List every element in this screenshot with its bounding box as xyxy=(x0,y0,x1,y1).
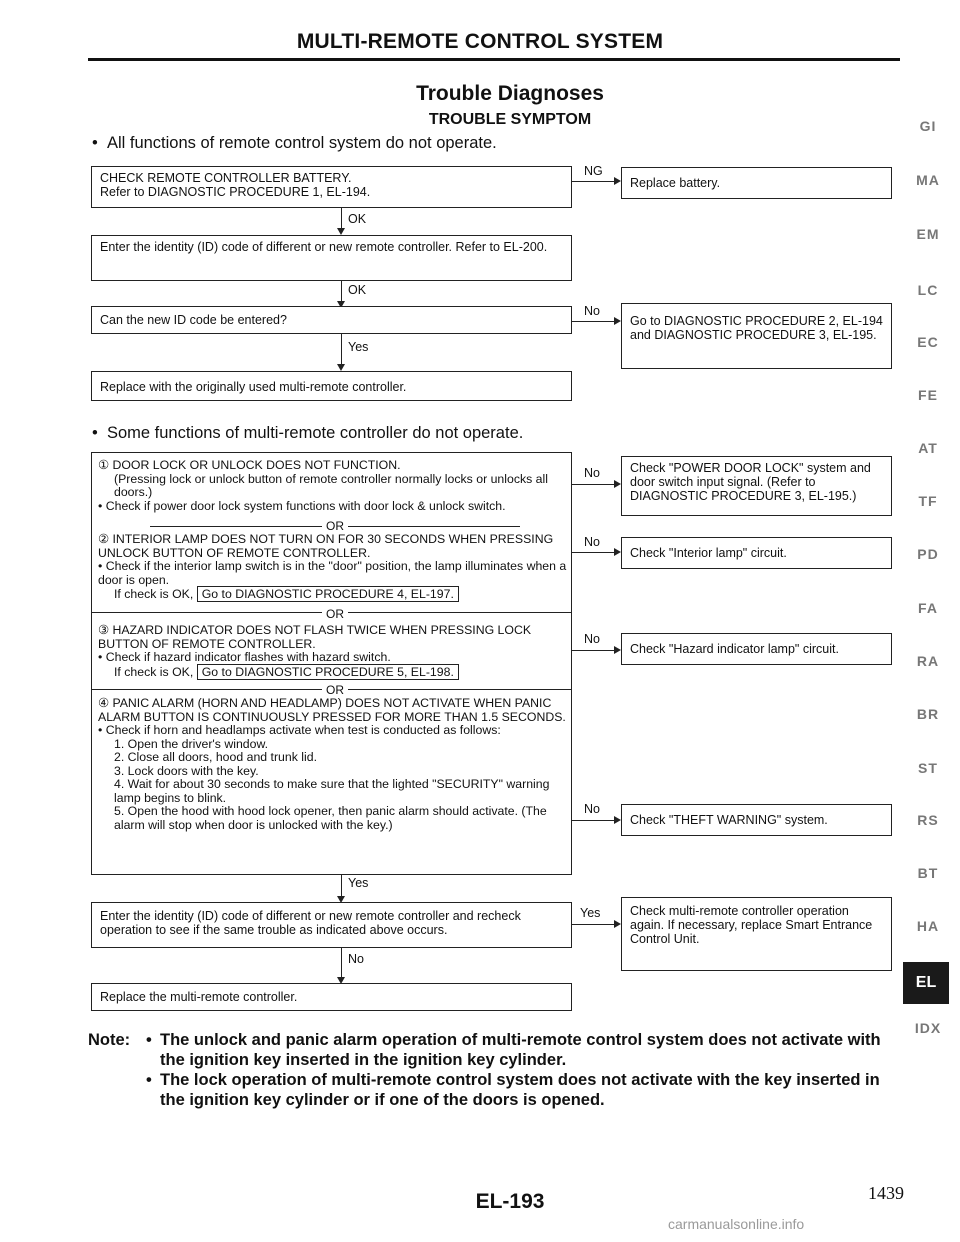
tab-ra[interactable]: RA xyxy=(916,653,940,669)
check-interior-lamp-box: Check "Interior lamp" circuit. xyxy=(621,537,892,569)
flow-connector xyxy=(341,281,342,303)
bullet-icon: • xyxy=(92,134,107,152)
tab-el-active[interactable]: EL xyxy=(903,962,949,1004)
page-total-number: 1439 xyxy=(868,1183,904,1203)
no-label: No xyxy=(584,466,600,480)
section-title: Trouble Diagnoses xyxy=(416,82,604,105)
arrow-down-icon xyxy=(337,364,345,371)
tab-tf[interactable]: TF xyxy=(918,493,938,509)
if-check-ok-line: If check is OK, Go to DIAGNOSTIC PROCEDURE 4, EL-197. xyxy=(98,588,568,602)
check-power-door-lock-box: Check "POWER DOOR LOCK" system and door switch input signal. (Refer to DIAGNOSTIC PROCEDURE 3, EL-195.) xyxy=(621,456,892,516)
arrow-right-icon xyxy=(614,816,621,824)
no-connector xyxy=(572,552,616,553)
replace-remote-box: Replace the multi-remote controller. xyxy=(91,983,572,1011)
can-id-be-entered-box: Can the new ID code be entered? xyxy=(91,306,572,334)
tab-em[interactable]: EM xyxy=(916,226,940,242)
arrow-right-icon xyxy=(614,480,621,488)
tab-ma[interactable]: MA xyxy=(916,172,940,188)
header-rule xyxy=(88,58,900,61)
no-label: No xyxy=(348,952,364,966)
arrow-right-icon xyxy=(614,646,621,654)
no-label: No xyxy=(584,304,600,318)
tab-gi[interactable]: GI xyxy=(919,118,937,134)
if-check-ok-line: If check is OK, Go to DIAGNOSTIC PROCEDURE 5, EL-198. xyxy=(98,666,568,680)
tab-st[interactable]: ST xyxy=(918,760,938,776)
bullet-icon: • xyxy=(146,1071,152,1089)
ok-label: OK xyxy=(348,283,367,297)
or-label: OR xyxy=(150,607,520,621)
section-subtitle: TROUBLE SYMPTOM xyxy=(428,111,592,128)
flow-connector xyxy=(341,875,342,898)
ok-label: OK xyxy=(348,212,367,226)
yes-label: Yes xyxy=(580,906,601,920)
symptom-1-bullet: • All functions of remote control system do not operate. xyxy=(92,134,497,152)
check-battery-box: CHECK REMOTE CONTROLLER BATTERY. Refer to DIAGNOSTIC PROCEDURE 1, EL-194. xyxy=(91,166,572,208)
check-section-panic-alarm: ④ PANIC ALARM (HORN AND HEADLAMP) DOES NOT ACTIVATE WHEN PANIC ALARM BUTTON IS CONTINUOUSLY PRESSED FOR MORE THAN 1.5 SECONDS. • Check if horn and headlamps activate when test is conducted as follows: 1. Open the driver's window. 2. Close all doors, hood and trunk lid. 3. Lock doors with the key. 4. Wait for about 30 seconds to make sure that the lighted "SECURITY" warning lamp begins to blink. 5. Open the hood with hood lock opener, then panic alarm should activate. (The alarm will stop when door is unlocked with the key.) xyxy=(98,696,566,832)
note-block xyxy=(88,1030,900,1110)
ng-label: NG xyxy=(584,164,603,178)
tab-at[interactable]: AT xyxy=(918,440,938,456)
tab-pd[interactable]: PD xyxy=(917,546,939,562)
check-section-door-lock: ① DOOR LOCK OR UNLOCK DOES NOT FUNCTION. (Pressing lock or unlock button of remote controller normally locks or unlocks all doors.) • Check if power door lock system functions with door lock & unlock switch. xyxy=(98,458,548,513)
tab-idx[interactable]: IDX xyxy=(914,1020,942,1036)
arrow-right-icon xyxy=(614,317,621,325)
yes-label: Yes xyxy=(348,340,369,354)
no-connector xyxy=(572,650,616,651)
tab-rs[interactable]: RS xyxy=(917,812,939,828)
ng-connector xyxy=(572,181,616,182)
note-item: Note: • The unlock and panic alarm operation of multi-remote control system does not activate with the ignition key inserted in the ignition key cylinder. xyxy=(88,1031,881,1069)
tab-fa[interactable]: FA xyxy=(918,600,938,616)
check-theft-warning-box: Check "THEFT WARNING" system. xyxy=(621,804,892,836)
no-label: No xyxy=(584,802,600,816)
yes-connector xyxy=(572,924,616,925)
arrow-right-icon xyxy=(614,177,621,185)
bullet-icon: • xyxy=(146,1031,152,1049)
note-label: Note: xyxy=(88,1031,131,1049)
bullet-icon: • xyxy=(92,424,107,442)
replace-battery-box: Replace battery. xyxy=(621,167,892,199)
flow-connector xyxy=(341,208,342,230)
page-header-title: MULTI-REMOTE CONTROL SYSTEM xyxy=(296,30,664,53)
goto-procedure-5-ref: Go to DIAGNOSTIC PROCEDURE 5, EL-198. xyxy=(197,664,459,680)
goto-procedure-4-ref: Go to DIAGNOSTIC PROCEDURE 4, EL-197. xyxy=(197,586,459,602)
tab-br[interactable]: BR xyxy=(916,706,940,722)
goto-procedure-box: Go to DIAGNOSTIC PROCEDURE 2, EL-194 and DIAGNOSTIC PROCEDURE 3, EL-195. xyxy=(621,303,892,369)
check-section-hazard: ③ HAZARD INDICATOR DOES NOT FLASH TWICE WHEN PRESSING LOCK BUTTON OF REMOTE CONTROLLER. • Check if hazard indicator flashes with hazard switch. If check is OK, Go to DIAGNOSTIC PROCEDURE 5, EL-198. xyxy=(98,624,568,679)
check-multi-remote-operation-box: Check multi-remote controller operation again. If necessary, replace Smart Entrance Control Unit. xyxy=(621,897,892,971)
tab-lc[interactable]: LC xyxy=(917,282,939,298)
arrow-right-icon xyxy=(614,548,621,556)
or-label: OR xyxy=(150,519,520,533)
no-connector xyxy=(572,820,616,821)
note-item: • The lock operation of multi-remote control system does not activate with the key inserted in the ignition key cylinder or if one of the doors is opened. xyxy=(146,1071,880,1109)
tab-ec[interactable]: EC xyxy=(917,334,939,350)
flow-connector xyxy=(341,948,342,979)
check-section-interior-lamp: ② INTERIOR LAMP DOES NOT TURN ON FOR 30 SECONDS WHEN PRESSING UNLOCK BUTTON OF REMOTE CONTROLLER. • Check if the interior lamp switch is in the "door" position, the lamp illuminates when a door is open. If check is OK, Go to DIAGNOSTIC PROCEDURE 4, EL-197. xyxy=(98,532,567,601)
symptom-2-bullet: • Some functions of multi-remote controller do not operate. xyxy=(92,424,524,442)
check-hazard-lamp-box: Check "Hazard indicator lamp" circuit. xyxy=(621,633,892,665)
arrow-down-icon xyxy=(337,228,345,235)
flow-connector xyxy=(341,334,342,366)
recheck-operation-box: Enter the identity (ID) code of different or new remote controller and recheck operation to see if the same trouble as indicated above occurs. xyxy=(91,902,572,948)
tab-fe[interactable]: FE xyxy=(918,387,938,403)
page-number: EL-193 xyxy=(475,1190,545,1213)
replace-original-remote-box: Replace with the originally used multi-remote controller. xyxy=(91,371,572,401)
arrow-right-icon xyxy=(614,920,621,928)
no-label: No xyxy=(584,535,600,549)
watermark: carmanualsonline.info xyxy=(668,1216,805,1232)
tab-bt[interactable]: BT xyxy=(917,865,939,881)
or-label: OR xyxy=(150,683,520,697)
tab-ha[interactable]: HA xyxy=(916,918,940,934)
yes-label: Yes xyxy=(348,876,369,890)
no-connector xyxy=(572,484,616,485)
enter-id-box: Enter the identity (ID) code of different or new remote controller. Refer to EL-200. xyxy=(91,235,572,281)
no-connector xyxy=(572,321,616,322)
no-label: No xyxy=(584,632,600,646)
